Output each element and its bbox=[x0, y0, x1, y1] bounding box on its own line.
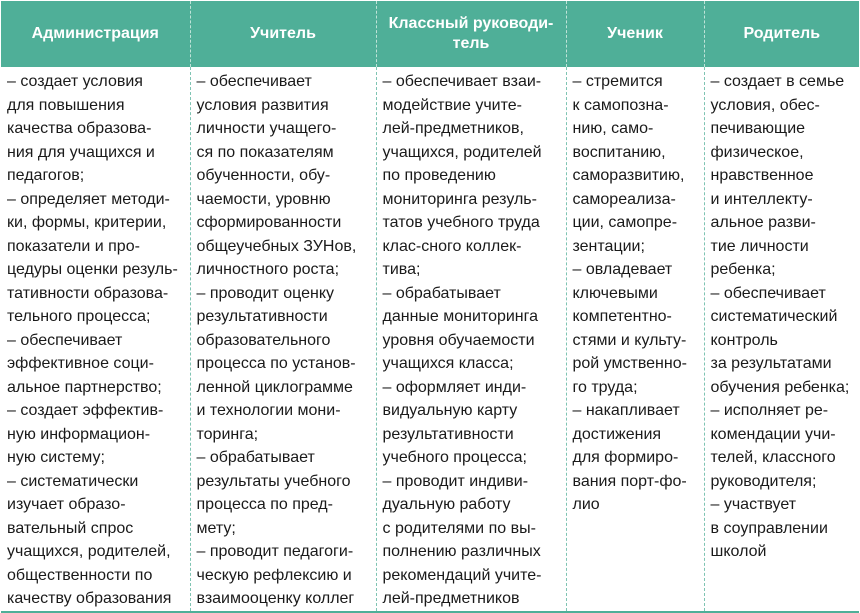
cell-line: по проведению bbox=[382, 167, 496, 184]
cell-line: – овладевает bbox=[572, 261, 673, 278]
cell-line: с родителями по вы- bbox=[382, 519, 536, 537]
cell-line: тива; bbox=[382, 261, 421, 278]
cell-line: – создает условия bbox=[7, 73, 143, 90]
cell-line: для повышения bbox=[7, 96, 125, 114]
header-row bbox=[1, 1, 859, 67]
cell-line: – исполняет ре- bbox=[710, 402, 829, 419]
cell-line: руководителя; bbox=[710, 472, 817, 490]
cell-line: для формиро- bbox=[572, 449, 679, 466]
cell-line: педагогов; bbox=[7, 167, 85, 184]
cell-line: результаты учебного bbox=[196, 472, 351, 490]
cell-line: рекомендаций учите- bbox=[382, 566, 542, 584]
cell-line: качеству образования bbox=[7, 590, 172, 607]
header-parent: Родитель bbox=[704, 1, 859, 67]
cell-line: нию, само- bbox=[572, 120, 654, 137]
cell-line: процесса по пред- bbox=[196, 496, 333, 513]
cell-line: и технологии мони- bbox=[196, 402, 341, 419]
cell-line: саморазвитию, bbox=[572, 167, 685, 184]
cell-line: компетентно- bbox=[572, 308, 672, 325]
cell-line: лио bbox=[572, 496, 600, 513]
cell-line: – проводит оценку bbox=[196, 284, 335, 302]
cell-line: учащихся класса; bbox=[382, 355, 514, 372]
cell-line: учащихся, родителей, bbox=[7, 543, 171, 560]
cell-line: полнению различных bbox=[382, 543, 541, 560]
cell-line: за результатами bbox=[710, 355, 832, 372]
cell-line: сформированности bbox=[196, 214, 342, 231]
cell-line: эффективное соци- bbox=[7, 355, 154, 372]
cell-line: данные мониторинга bbox=[382, 308, 539, 325]
cell-line: – обеспечивает взаи- bbox=[382, 73, 542, 90]
cell-class-teacher bbox=[376, 67, 566, 612]
cell-line: печивающие bbox=[710, 120, 806, 137]
cell-line: и интеллекту- bbox=[710, 190, 813, 208]
cell-line: – проводит педагоги- bbox=[196, 543, 354, 560]
cell-line: изучает образо- bbox=[7, 496, 126, 513]
cell-line: – систематически bbox=[7, 472, 139, 490]
cell-line: вательный спрос bbox=[7, 519, 134, 537]
cell-line: результативности bbox=[382, 425, 514, 443]
cell-line: нравственное bbox=[710, 167, 814, 184]
cell-line: лей-предметников bbox=[382, 590, 520, 607]
cell-parent bbox=[704, 67, 859, 612]
cell-line: чаемости, уровню bbox=[196, 190, 331, 208]
cell-line: ся по показателям bbox=[196, 143, 334, 161]
header-student: Ученик bbox=[566, 1, 704, 67]
cell-line: уровня обучаемости bbox=[382, 331, 535, 349]
cell-teacher bbox=[190, 67, 376, 612]
cell-line: общеучебных ЗУНов, bbox=[196, 237, 357, 255]
cell-line: – создает в семье bbox=[710, 73, 845, 90]
cell-line: – участвует bbox=[710, 496, 797, 513]
cell-line: комендации учи- bbox=[710, 425, 836, 443]
cell-line: торинга; bbox=[196, 425, 259, 443]
cell-line: клас-сного коллек- bbox=[382, 237, 522, 255]
cell-line: татов учебного труда bbox=[382, 214, 540, 231]
cell-line: воспитанию, bbox=[572, 143, 666, 161]
cell-line: мету; bbox=[196, 519, 236, 537]
cell-line: зентации; bbox=[572, 237, 645, 255]
cell-line: образовательного bbox=[196, 331, 331, 349]
cell-line: – обеспечивает bbox=[196, 73, 312, 90]
cell-line: личностного роста; bbox=[196, 261, 340, 278]
cell-line: ную систему; bbox=[7, 449, 105, 466]
cell-line: тативности образова- bbox=[7, 284, 169, 302]
cell-line: условия, обес- bbox=[710, 96, 820, 114]
cell-line: рой умственно- bbox=[572, 355, 687, 372]
cell-line: достижения bbox=[572, 425, 662, 443]
cell-line: систематический bbox=[710, 308, 838, 325]
cell-line: телей, классного bbox=[710, 449, 836, 466]
cell-line: ребенка; bbox=[710, 261, 776, 278]
cell-line: качества образова- bbox=[7, 120, 152, 137]
cell-line: взаимооценку коллег bbox=[196, 590, 355, 607]
cell-line: контроль bbox=[710, 331, 778, 349]
cell-line: вания порт-фо- bbox=[572, 472, 687, 490]
cell-line: результативности bbox=[196, 308, 328, 325]
cell-line: – оформляет инди- bbox=[382, 378, 527, 396]
header-class-teacher-text: Классный руководи- тель bbox=[388, 15, 554, 52]
cell-line: стями и культу- bbox=[572, 331, 687, 349]
cell-line: ключевыми bbox=[572, 284, 658, 302]
cell-student bbox=[566, 67, 704, 612]
cell-line: – стремится bbox=[572, 73, 663, 90]
header-teacher: Учитель bbox=[190, 1, 376, 67]
cell-line: физическое, bbox=[710, 143, 804, 161]
cell-line: ленной циклограмме bbox=[196, 378, 353, 396]
roles-table bbox=[1, 1, 859, 613]
cell-line: ческую рефлексию и bbox=[196, 566, 352, 584]
cell-line: учебного процесса; bbox=[382, 449, 527, 466]
cell-line: – обеспечивает bbox=[710, 284, 826, 302]
cell-line: дуальную работу bbox=[382, 496, 511, 513]
cell-line: личности учащего- bbox=[196, 120, 337, 137]
cell-line: процесса по установ- bbox=[196, 355, 356, 372]
cell-line: – обрабатывает bbox=[196, 449, 315, 466]
cell-line: альное партнерство; bbox=[7, 378, 162, 396]
table-row bbox=[1, 67, 859, 612]
cell-line: ки, формы, критерии, bbox=[7, 214, 167, 231]
cell-line: – обрабатывает bbox=[382, 284, 501, 302]
cell-line: условия развития bbox=[196, 96, 329, 114]
cell-line: – проводит индиви- bbox=[382, 472, 529, 490]
cell-line: самореализа- bbox=[572, 190, 676, 208]
cell-line: обученности, обу- bbox=[196, 167, 331, 184]
header-class-teacher bbox=[376, 1, 566, 67]
cell-line: – создает эффектив- bbox=[7, 402, 164, 419]
cell-line: тельного процесса; bbox=[7, 308, 151, 325]
header-administration: Администрация bbox=[1, 1, 190, 67]
cell-line: школой bbox=[710, 543, 767, 560]
cell-line: общественности по bbox=[7, 566, 153, 584]
cell-line: го труда; bbox=[572, 378, 638, 396]
cell-line: показатели и про- bbox=[7, 237, 140, 255]
cell-line: лей-предметников, bbox=[382, 120, 524, 137]
cell-line: цедуры оценки резуль- bbox=[7, 261, 178, 278]
cell-line: тие личности bbox=[710, 237, 809, 255]
cell-line: – определяет методи- bbox=[7, 190, 170, 208]
cell-line: учащихся, родителей bbox=[382, 143, 542, 161]
cell-line: в соуправлении bbox=[710, 519, 828, 537]
cell-administration bbox=[1, 67, 190, 612]
roles-table-container bbox=[1, 1, 859, 607]
cell-line: мониторинга резуль- bbox=[382, 190, 537, 208]
cell-line: альное разви- bbox=[710, 214, 816, 231]
cell-line: – обеспечивает bbox=[7, 331, 123, 349]
cell-line: модействие учите- bbox=[382, 96, 522, 114]
cell-line: – накапливает bbox=[572, 402, 680, 419]
cell-line: к самопознa- bbox=[572, 96, 669, 114]
cell-line: ния для учащихся и bbox=[7, 143, 155, 161]
cell-line: обучения ребенка; bbox=[710, 378, 850, 396]
cell-line: видуальную карту bbox=[382, 402, 518, 419]
cell-line: ции, самопре- bbox=[572, 214, 678, 231]
cell-line: ную информацион- bbox=[7, 425, 151, 443]
